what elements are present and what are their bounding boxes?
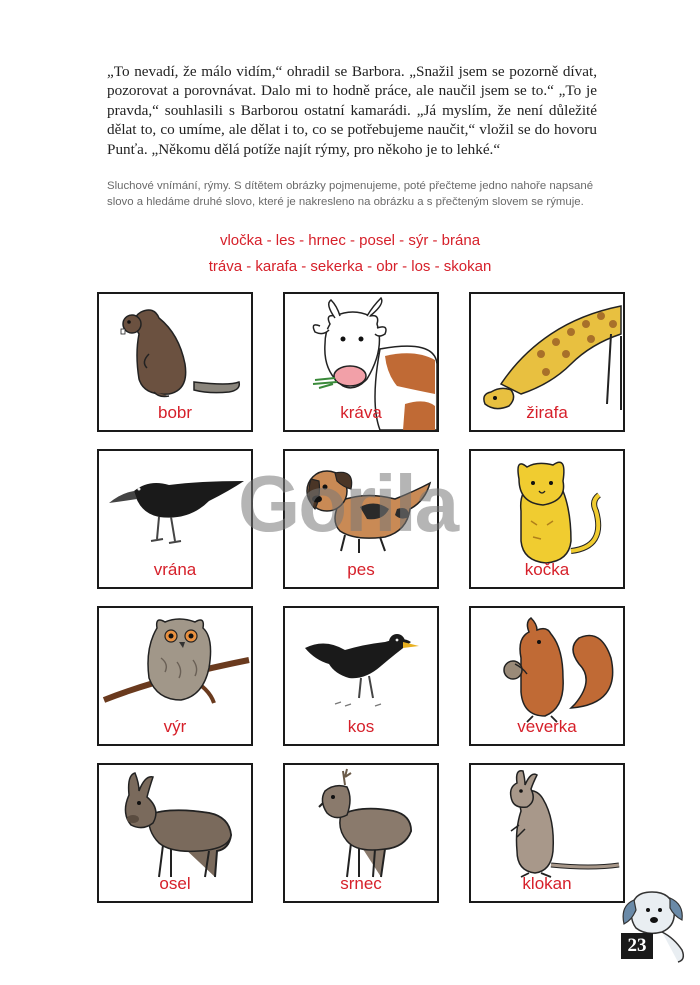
- card-label: osel: [159, 874, 191, 893]
- card-label: žirafa: [526, 403, 568, 422]
- story-paragraph: „To nevadí, že málo vidím,“ ohradil se Barbora. „Snažil jsem se pozorně dívat, pozorovat a porovnávat. Dalo mi to hodně práce, ale naučil jsem se to.“ „To je pravda,“ souhlasili s Barborou ostatní kamarádi. „Já myslím, že není důležité dělat to, co umíme, ale dělat i to, co se potřebujeme naučit,“ vložil se do hovoru Punťa. „Někomu dělá potíže najít rýmy, pro někoho je to lehké.“: [107, 63, 597, 158]
- card-label: výr: [163, 717, 187, 736]
- card-label: veverka: [517, 717, 577, 736]
- card-label: kos: [347, 717, 375, 736]
- card-label: srnec: [340, 874, 382, 893]
- card-klokan: [469, 763, 625, 903]
- card-label: kočka: [524, 560, 570, 579]
- card-pes: [283, 449, 439, 589]
- card-label: klokan: [522, 874, 572, 893]
- card-zirafa: [469, 292, 625, 432]
- card-veverka: [469, 606, 625, 746]
- card-vrana: [97, 449, 253, 589]
- card-label: bobr: [157, 403, 193, 422]
- card-bobr: [97, 292, 253, 432]
- card-krava: [283, 292, 439, 432]
- card-kos: [283, 606, 439, 746]
- card-srnec: [283, 763, 439, 903]
- card-kocka: [469, 449, 625, 589]
- picture-grid: [97, 292, 625, 903]
- card-vyr: [97, 606, 253, 746]
- rhyme-words-line-2: tráva - karafa - sekerka - obr - los - skokan: [208, 258, 492, 275]
- card-label: kráva: [340, 403, 382, 422]
- watermark-logo: Gorila: [238, 459, 458, 548]
- card-label: pes: [347, 560, 375, 579]
- card-label: vrána: [153, 560, 197, 579]
- page-number: 23: [621, 933, 653, 959]
- instructions-text: Sluchové vnímání, rýmy. S dítětem obrázky pojmenujeme, poté přečteme jedno nahoře napsané slovo a hledáme druhé slovo, které je nakresleno na obrázku a s přečteným slovem se rýmuje.: [107, 180, 594, 208]
- card-osel: [97, 763, 253, 903]
- rhyme-words-line-1: vločka - les - hrnec - posel - sýr - brána: [219, 232, 481, 249]
